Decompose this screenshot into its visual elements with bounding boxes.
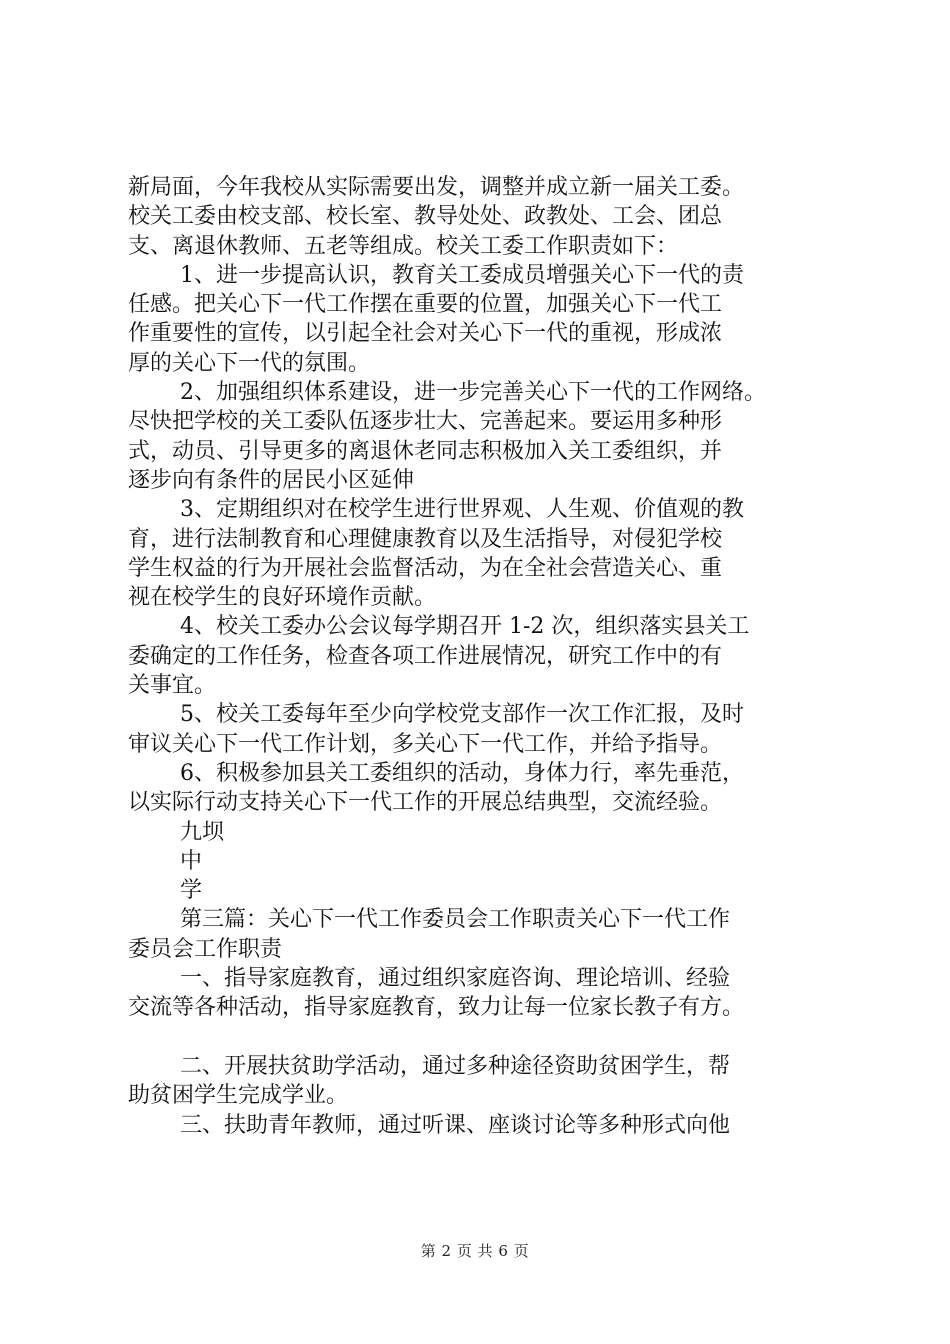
text-line — [128, 1111, 848, 1140]
text-line-content: 逐步向有条件的居民小区延伸 — [128, 467, 415, 493]
text-line-content: 校关工委由校支部、校长室、教导处处、政教处、工会、团总 — [128, 204, 723, 230]
text-line — [128, 847, 848, 876]
text-line-content: 三、扶助青年教师，通过听课、座谈讨论等多种形式向他 — [180, 1112, 731, 1138]
text-line-content: 第三篇：关心下一代工作委员会工作职责关心下一代工作 — [180, 907, 731, 933]
text-line-content: 育，进行法制教育和心理健康教育以及生活指导，对侵犯学校 — [128, 526, 723, 552]
text-line — [128, 202, 848, 231]
text-line-content: 以实际行动支持关心下一代工作的开展总结典型，交流经验。 — [128, 790, 723, 816]
text-line — [128, 759, 848, 788]
text-line — [128, 818, 848, 847]
text-line-content: 2、加强组织体系建设，进一步完善关心下一代的工作网络。 — [180, 380, 766, 406]
text-line-content: 尽快把学校的关工委队伍逐步壮大、完善起来。要运用多种形 — [128, 409, 723, 435]
text-line — [128, 1023, 848, 1052]
text-line-content: 新局面，今年我校从实际需要出发，调整并成立新一届关工委。 — [128, 175, 745, 200]
text-line-content: 式，动员、引导更多的离退休老同志积极加入关工委组织，并 — [128, 438, 723, 464]
text-line-content: 二、开展扶贫助学活动，通过多种途径资助贫困学生，帮 — [180, 1053, 731, 1079]
text-line — [128, 583, 848, 612]
text-line-content: 一、指导家庭教育，通过组织家庭咨询、理论培训、经验 — [180, 966, 731, 992]
text-line — [128, 905, 848, 934]
text-line — [128, 935, 848, 964]
text-line — [128, 612, 848, 641]
text-line — [128, 554, 848, 583]
text-line — [128, 876, 848, 905]
text-line-content: 交流等各种活动，指导家庭教育，致力让每一位家长教子有方。 — [128, 995, 745, 1021]
text-line-content: 审议关心下一代工作计划，多关心下一代工作，并给予指导。 — [128, 731, 723, 757]
document-body — [128, 173, 848, 1140]
text-line-content: 中 — [180, 848, 203, 874]
text-line — [128, 319, 848, 348]
text-line — [128, 1081, 848, 1110]
text-line-content: 4、校关工委办公会议每学期召开 1-2 次，组织落实县关工 — [180, 614, 750, 640]
text-line — [128, 261, 848, 290]
text-line — [128, 642, 848, 671]
text-line — [128, 495, 848, 524]
text-line-content: 视在校学生的良好环境作贡献。 — [128, 585, 437, 611]
text-line-content: 1、进一步提高认识，教育关工委成员增强关心下一代的责 — [180, 262, 744, 288]
text-line-content: 关事宜。 — [128, 673, 217, 699]
text-line-content: 厚的关心下一代的氛围。 — [128, 350, 371, 376]
text-line-content: 学生权益的行为开展社会监督活动，为在全社会营造关心、重 — [128, 555, 723, 581]
text-line — [128, 378, 848, 407]
text-line — [128, 466, 848, 495]
text-line — [128, 730, 848, 759]
text-line — [128, 173, 848, 202]
text-line — [128, 1052, 848, 1081]
text-line-content: 九坝 — [180, 819, 225, 845]
text-line — [128, 788, 848, 817]
text-line — [128, 290, 848, 319]
text-line-content: 学 — [180, 878, 203, 904]
text-line — [128, 232, 848, 261]
text-line-content: 委员会工作职责 — [128, 936, 283, 962]
text-line — [128, 437, 848, 466]
text-line-content: 5、校关工委每年至少向学校党支部作一次工作汇报，及时 — [180, 702, 744, 728]
text-line-content: 作重要性的宣传，以引起全社会对关心下一代的重视，形成浓 — [128, 321, 723, 347]
text-line-content: 委确定的工作任务，检查各项工作进展情况，研究工作中的有 — [128, 643, 723, 669]
text-line — [128, 407, 848, 436]
text-line-content: 3、定期组织对在校学生进行世界观、人生观、价值观的教 — [180, 497, 744, 523]
text-line-content: 任感。把关心下一代工作摆在重要的位置，加强关心下一代工 — [128, 292, 723, 318]
text-line — [128, 993, 848, 1022]
text-line-content: 支、离退休教师、五老等组成。校关工委工作职责如下： — [128, 233, 679, 259]
text-line — [128, 700, 848, 729]
text-line — [128, 964, 848, 993]
text-line-content: 6、积极参加县关工委组织的活动，身体力行，率先垂范， — [180, 760, 744, 786]
page-footer: 第 2 页 共 6 页 — [420, 1242, 530, 1260]
text-line — [128, 671, 848, 700]
text-line — [128, 349, 848, 378]
text-line — [128, 525, 848, 554]
text-line-content: 助贫困学生完成学业。 — [128, 1083, 349, 1109]
